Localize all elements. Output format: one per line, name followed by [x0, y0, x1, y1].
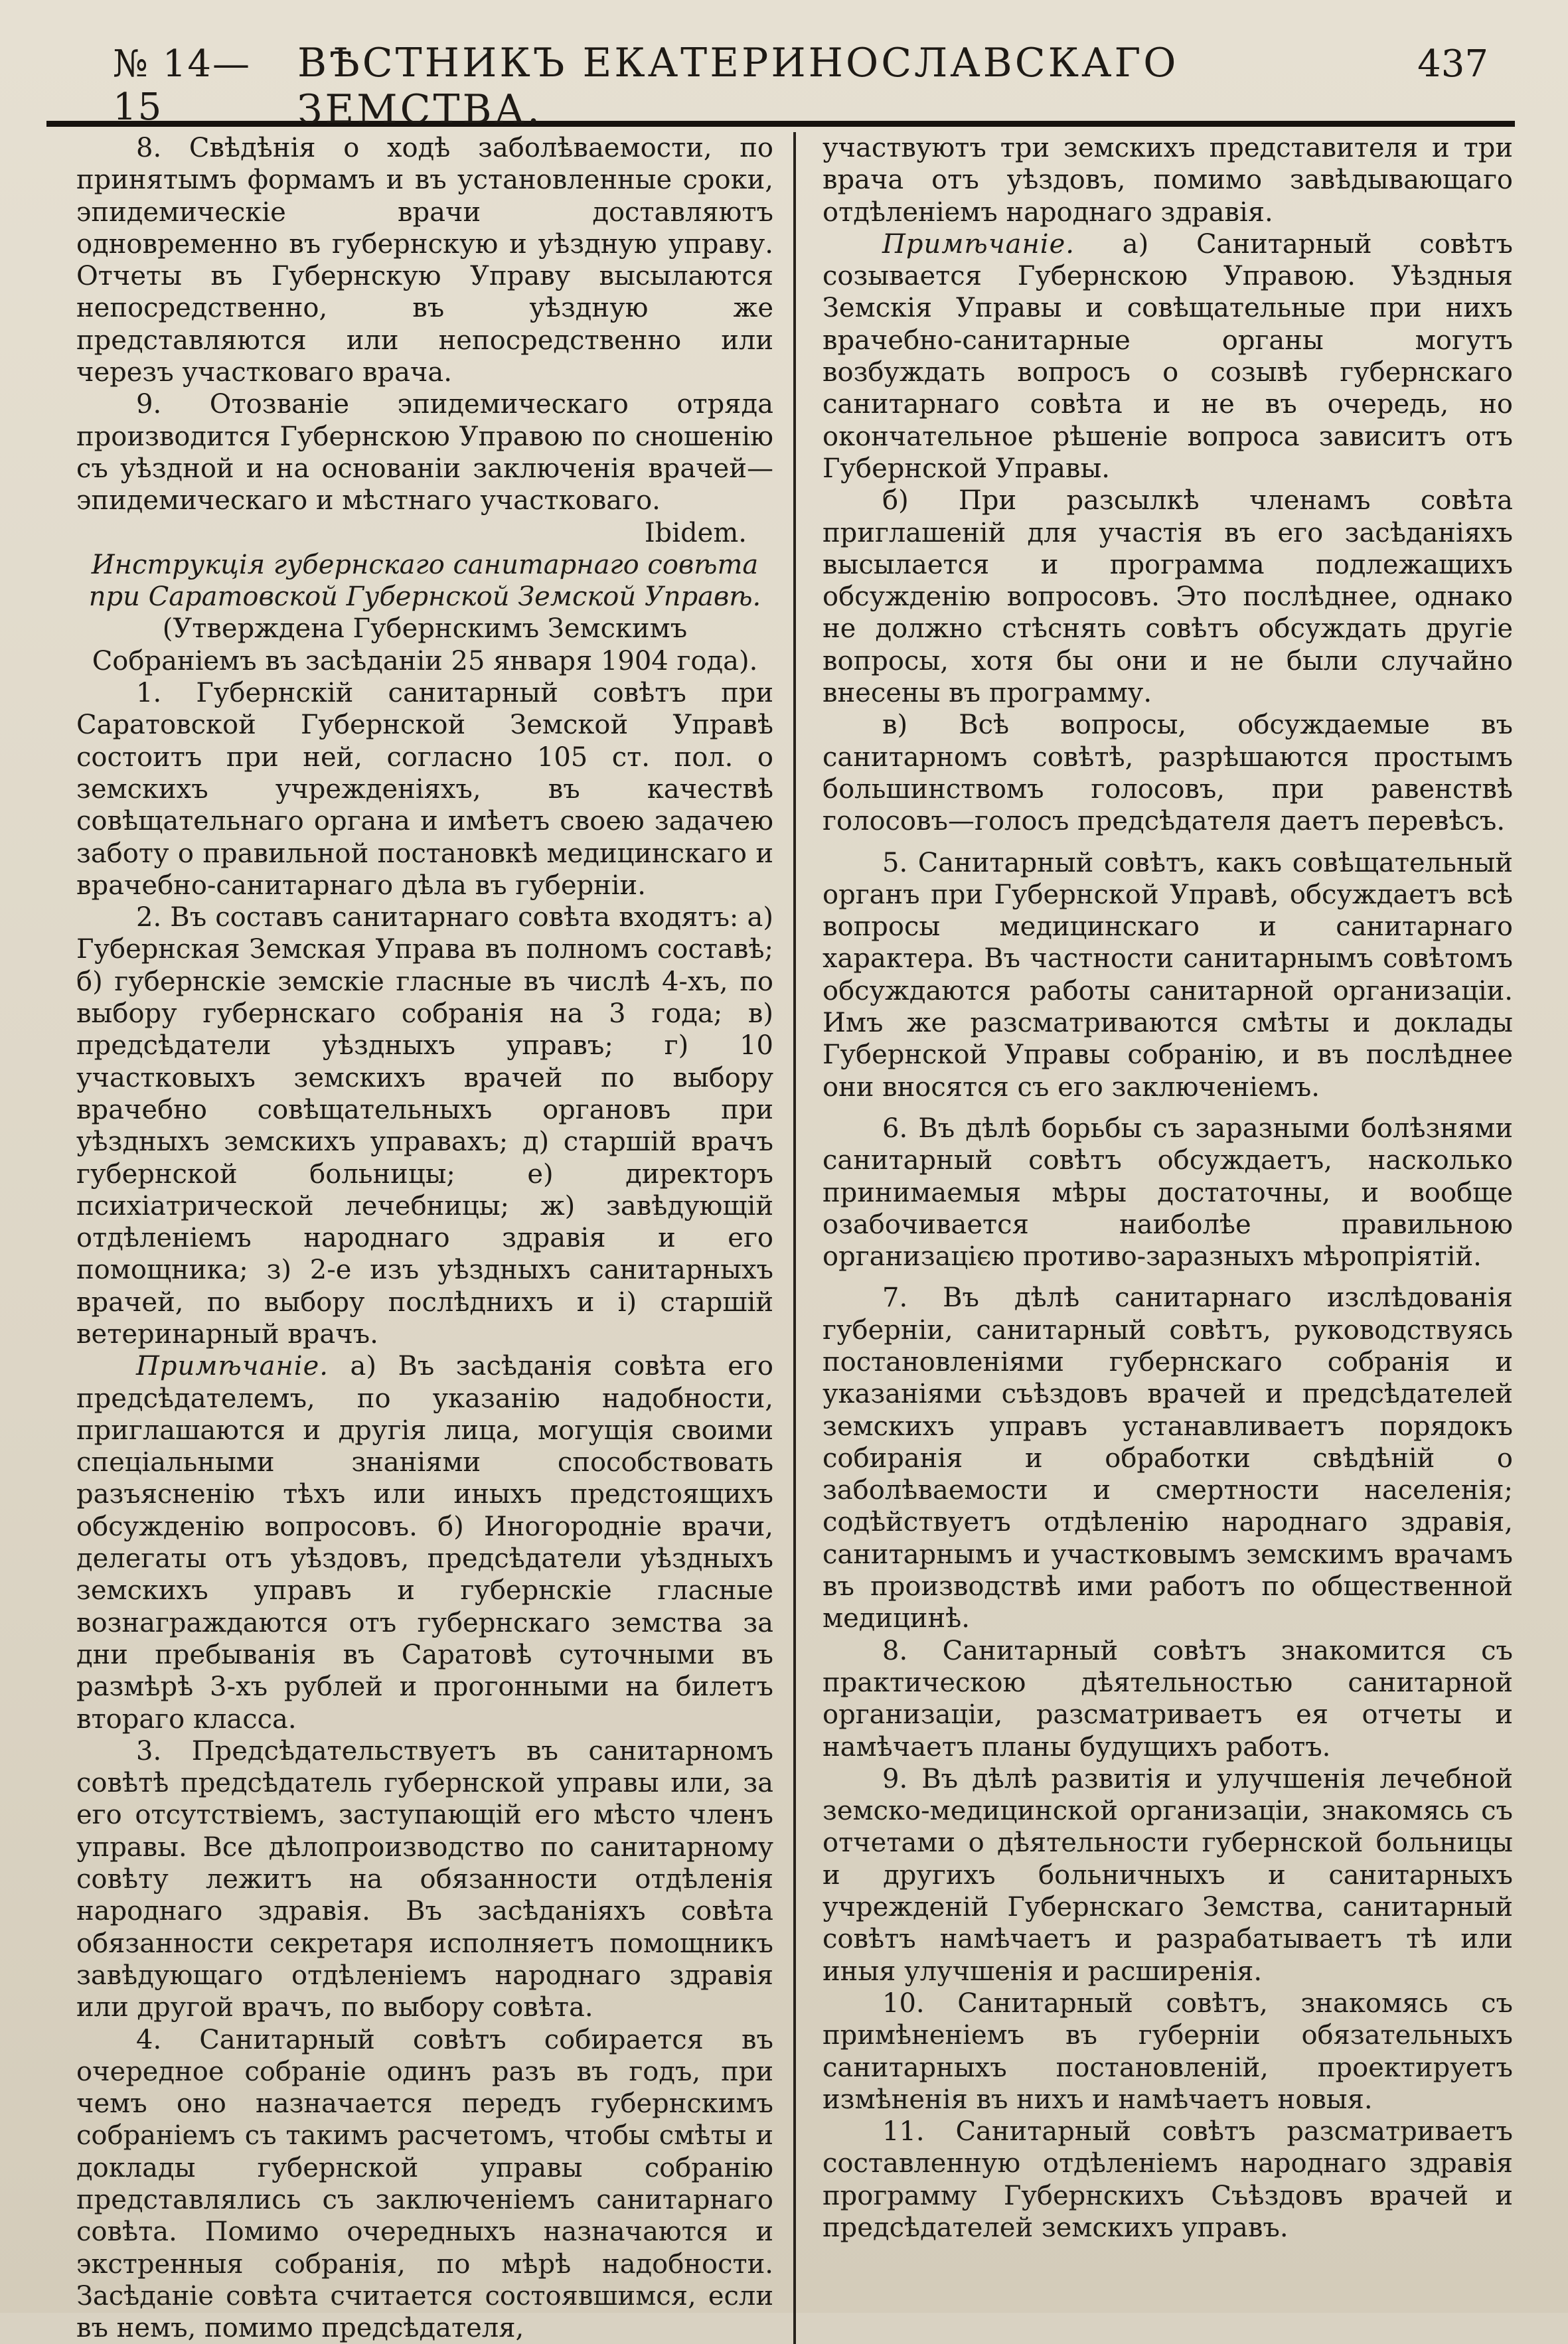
text-columns — [46, 132, 1515, 2344]
instruction-subtitle: (Утверждена Губернскимъ Земскимъ Собраніемъ въ засѣданіи 25 января 1904 года). — [92, 613, 758, 676]
left-column — [46, 132, 773, 2344]
page-header — [46, 40, 1515, 133]
paragraph-11: 11. Санитарный совѣтъ разсматриваетъ составленную отдѣленіемъ народнаго здравія программу Губернскихъ Съѣздовъ врачей и предсѣдателей земскихъ управъ. — [823, 2116, 1513, 2243]
paragraph-4-continued: участвуютъ три земскихъ представителя и три врача отъ уѣздовъ, помимо завѣдывающаго отдѣленіемъ народнаго здравія. — [823, 133, 1513, 228]
paragraph-9: 9. Въ дѣлѣ развитія и улучшенія лечебной земско-медицинской организаціи, знакомясь съ отчетами о дѣятельности губернской больницы и другихъ больничныхъ и санитарныхъ учрежденій Губернскаго Земства, санитарный совѣтъ намѣчаетъ и разрабатываетъ тѣ или иныя улучшенія и расширенія. — [823, 1763, 1513, 1987]
issue-number: № 14—15 — [113, 42, 252, 129]
paragraph-8: 8. Санитарный совѣтъ знакомится съ практическою дѣятельностью санитарной организаціи, разсматриваетъ ея отчеты и намѣчаетъ планы будущихъ работъ. — [823, 1635, 1513, 1762]
paragraph-7: 7. Въ дѣлѣ санитарнаго изслѣдованія губерніи, санитарный совѣтъ, руководствуясь постановленіями губернскаго собранія и указаніями съѣздовъ врачей и предсѣдателей земскихъ управъ устанавливаетъ порядокъ собиранія и обработки свѣдѣній о заболѣваемости и смертности населенія; содѣйствуетъ отдѣленію народнаго здравія, санитарнымъ и участковымъ земскимъ врачамъ въ производствѣ ими работъ по общественной медицинѣ. — [823, 1283, 1513, 1634]
note-text: а) Въ засѣданія совѣта его предсѣдателемъ, по указанію надобности, приглашаются и другія лица, могущія своими спеціальными знаніями способствовать разъясненію тѣхъ или иныхъ предстоящихъ обсужденію вопросовъ. б) Иногородніе врачи, делегаты отъ уѣздовъ, предсѣдатели уѣздныхъ земскихъ управъ и губернскіе гласные вознаграждаются отъ губернскаго земства за дни пребыванія въ Саратовѣ суточными въ размѣрѣ 3-хъ рублей и прогонными на билетъ втораго класса. — [76, 1351, 773, 1735]
paragraph-3: 3. Предсѣдательствуетъ въ санитарномъ совѣтѣ предсѣдатель губернской управы или, за его отсутствіемъ, заступающій его мѣсто членъ управы. Все дѣлопроизводство по санитарному совѣту лежитъ на обязанности отдѣленія народнаго здравія. Въ засѣданіяхъ совѣта обязанности секретаря исполняетъ помощникъ завѣдующаго отдѣленіемъ народнаго здравія или другой врачъ, по выбору совѣта. — [76, 1735, 773, 2023]
right-column — [796, 132, 1513, 2344]
journal-title: ВѢСТНИКЪ ЕКАТЕРИНОСЛАВСКАГО ЗЕМСТВА. — [297, 40, 1179, 133]
instruction-title: Инструкція губернскаго санитарнаго совѣта при Саратовской Губернской Земской Управѣ. — [88, 549, 761, 613]
note-paragraph-4b: б) При разсылкѣ членамъ совѣта приглашеній для участія въ его засѣданіяхъ высылается и программа подлежащихъ обсужденію вопросовъ. Это послѣднее, однако не должно стѣснять совѣтъ обсуждать другіе вопросы, хотя бы они и не были случайно внесены въ программу. — [823, 485, 1513, 709]
paragraph-9-left: 9. Отозваніе эпидемическаго отряда производится Губернскою Управою по сношенію съ уѣздной и на основаніи заключенія врачей—эпидемическаго и мѣстнаго участковаго. — [76, 389, 773, 516]
paragraph-6: 6. Въ дѣлѣ борьбы съ заразными болѣзнями санитарный совѣтъ обсуждаетъ, насколько принимаемыя мѣры достаточны, и вообще озабочивается наиболѣе правильною организацією противо-заразныхъ мѣропріятій. — [823, 1113, 1513, 1273]
page-number: 437 — [1417, 42, 1488, 86]
paragraph-5: 5. Санитарный совѣтъ, какъ совѣщательный органъ при Губернской Управѣ, обсуждаетъ всѣ вопросы медицинскаго и санитарнаго характера. Въ частности санитарнымъ совѣтомъ обсуждаются работы санитарной организаціи. Имъ же разсматриваются смѣты и доклады Губернской Управы собранію, и въ послѣднее они вносятся съ его заключеніемъ. — [823, 847, 1513, 1103]
note-paragraph-4c: в) Всѣ вопросы, обсуждаемые въ санитарномъ совѣтѣ, разрѣшаются простымъ большинствомъ голосовъ, при равенствѣ голосовъ—голосъ предсѣдателя даетъ перевѣсъ. — [823, 710, 1513, 837]
note-text-a: а) Санитарный совѣтъ созывается Губернскою Управою. Уѣздныя Земскія Управы и совѣщательные при нихъ врачебно-санитарные органы могутъ возбуждать вопросъ о созывѣ губернскаго санитарнаго совѣта и не въ очередь, но окончательное рѣшеніе вопроса зависитъ отъ Губернской Управы. — [823, 228, 1513, 484]
paragraph-1: 1. Губернскій санитарный совѣтъ при Саратовской Губернской Земской Управѣ состоитъ при ней, согласно 105 ст. пол. о земскихъ учрежденіяхъ, въ качествѣ совѣщательнаго органа и имѣетъ своею задачею заботу о правильной постановкѣ медицинскаго и врачебно-санитарнаго дѣла въ губерніи. — [76, 678, 773, 901]
note-paragraph-4a — [823, 228, 1513, 485]
paragraph-10: 10. Санитарный совѣтъ, знакомясь съ примѣненіемъ въ губерніи обязательныхъ санитарныхъ постановленій, проектируетъ измѣненія въ нихъ и намѣчаетъ новыя. — [823, 1988, 1513, 2115]
paragraph-8-left: 8. Свѣдѣнія о ходѣ заболѣваемости, по принятымъ формамъ и въ установленные сроки, эпидемическіе врачи доставляютъ одновременно въ губернскую и уѣздную управу. Отчеты въ Губернскую Управу высылаются непосредственно, въ уѣздную же представляются или непосредственно или черезъ участковаго врача. — [76, 133, 773, 388]
ibidem-citation: Ibidem. — [644, 517, 747, 548]
paragraph-4: 4. Санитарный совѣтъ собирается въ очередное собраніе одинъ разъ въ годъ, при чемъ оно назначается передъ губернскимъ собраніемъ съ такимъ расчетомъ, чтобы смѣты и доклады губернской управы собранію представлялись съ заключеніемъ санитарнаго совѣта. Помимо очередныхъ назначаются и экстренныя собранія, по мѣрѣ надобности. Засѣданіе совѣта считается состоявшимся, если въ немъ, помимо предсѣдателя, — [76, 2024, 773, 2344]
note-paragraph-2 — [76, 1350, 773, 1735]
note-label: Примѣчаніе. — [882, 228, 1075, 260]
note-label: Примѣчаніе. — [136, 1351, 329, 1382]
paragraph-2: 2. Въ составъ санитарнаго совѣта входятъ: а) Губернская Земская Управа въ полномъ составѣ; б) губернскіе земскіе гласные въ числѣ 4-хъ, по выбору губернскаго собранія на 3 года; в) предсѣдатели уѣздныхъ управъ; г) 10 участковыхъ земскихъ врачей по выбору врачебно совѣщательныхъ органовъ при уѣздныхъ земскихъ управахъ; д) старшій врачъ губернской больницы; е) директоръ психіатрической лечебницы; ж) завѣдующій отдѣленіемъ народнаго здравія и его помощника; з) 2-е изъ уѣздныхъ санитарныхъ врачей, по выбору послѣднихъ и і) старшій ветеринарный врачъ. — [76, 902, 773, 1350]
